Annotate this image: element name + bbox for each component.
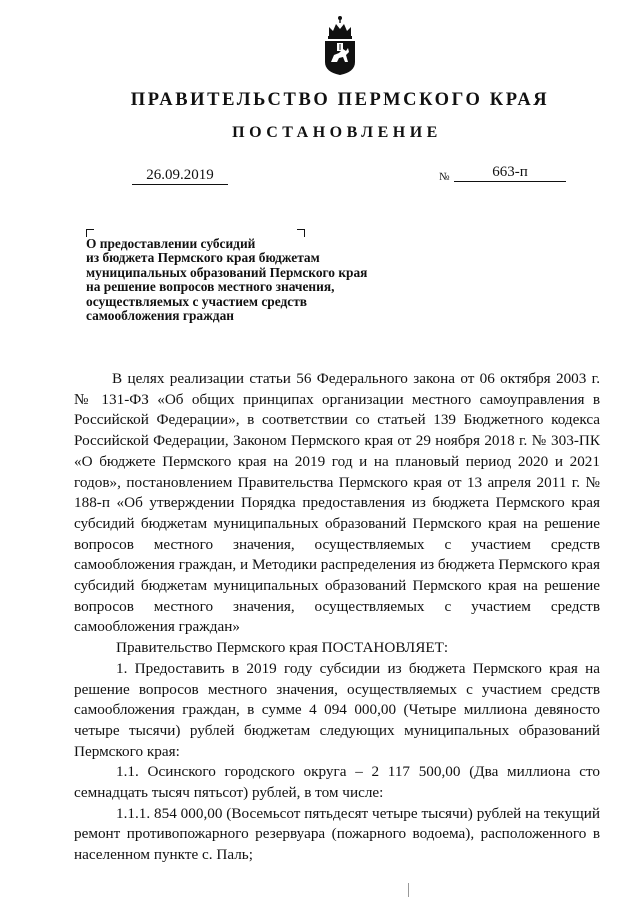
clause-1-1: 1.1. Осинского городского округа – 2 117 500,00 (Два миллиона сто семнадцать тысяч пятьсот) рублей, в том числе: [74,763,600,802]
subject-line: из бюджета Пермского края бюджетам [86,250,320,266]
subject-line: самообложения граждан [86,308,234,324]
number-sign: № [439,171,450,183]
subject-corner-right [297,229,305,237]
clause-1: 1. Предоставить в 2019 году субсидии из бюджета Пермского края на решение вопросов местного значения, осуществляемых с участием средств самообложения граждан, в сумме 4 094 000,00 (Четыре миллиона девяносто четыре тысячи) рублей бюджетам следующих муниципальных образований Пермского края: [74,659,600,760]
document-date: 26.09.2019 [132,167,228,185]
document-subject [86,237,416,323]
document-body [74,369,600,866]
document-number: 663-п [454,164,566,182]
resolution-statement: Правительство Пермского края ПОСТАНОВЛЯЕТ: [116,639,449,657]
subject-line: на решение вопросов местного значения, [86,279,335,295]
document-type: ПОСТАНОВЛЕНИЕ [232,124,442,141]
coat-of-arms-emblem [321,14,359,76]
preamble-paragraph: В целях реализации статьи 56 Федерального закона от 06 октября 2003 г. № 131-ФЗ «Об общих принципах организации местного самоуправления в Российской Федерации», в соответствии со статьей 139 Бюджетного кодекса Российской Федерации, Законом Пермского края от 29 ноября 2018 г. № 303-ПК «О бюджете Пермского края на 2019 год и на плановый период 2020 и 2021 годов», постановлением Правительства Пермского края от 13 апреля 2011 г. № 188-п «Об утверждении Порядка предоставления из бюджета Пермского края субсидий бюджетам муниципальных образований Пермского края на решение вопросов местного значения, осуществляемых с участием средств самообложения граждан, и Методики распределения из бюджета Пермского края субсидий бюджетам муниципальных образований Пермского края на решение вопросов местного значения, осуществляемых с участием средств самообложения граждан» [74,370,600,636]
government-title: ПРАВИТЕЛЬСТВО ПЕРМСКОГО КРАЯ [130,90,550,110]
page-mark [408,883,409,897]
clause-1-1-1: 1.1.1. 854 000,00 (Восемьсот пятьдесят четыре тысячи) рублей на текущий ремонт противопожарного резервуара (пожарного водоема), расположенного в населенном пункте с. Паль; [74,804,600,864]
subject-line: О предоставлении субсидий [86,236,256,251]
subject-line: осуществляемых с участием средств [86,293,308,309]
subject-line: муниципальных образований Пермского края [86,264,368,280]
